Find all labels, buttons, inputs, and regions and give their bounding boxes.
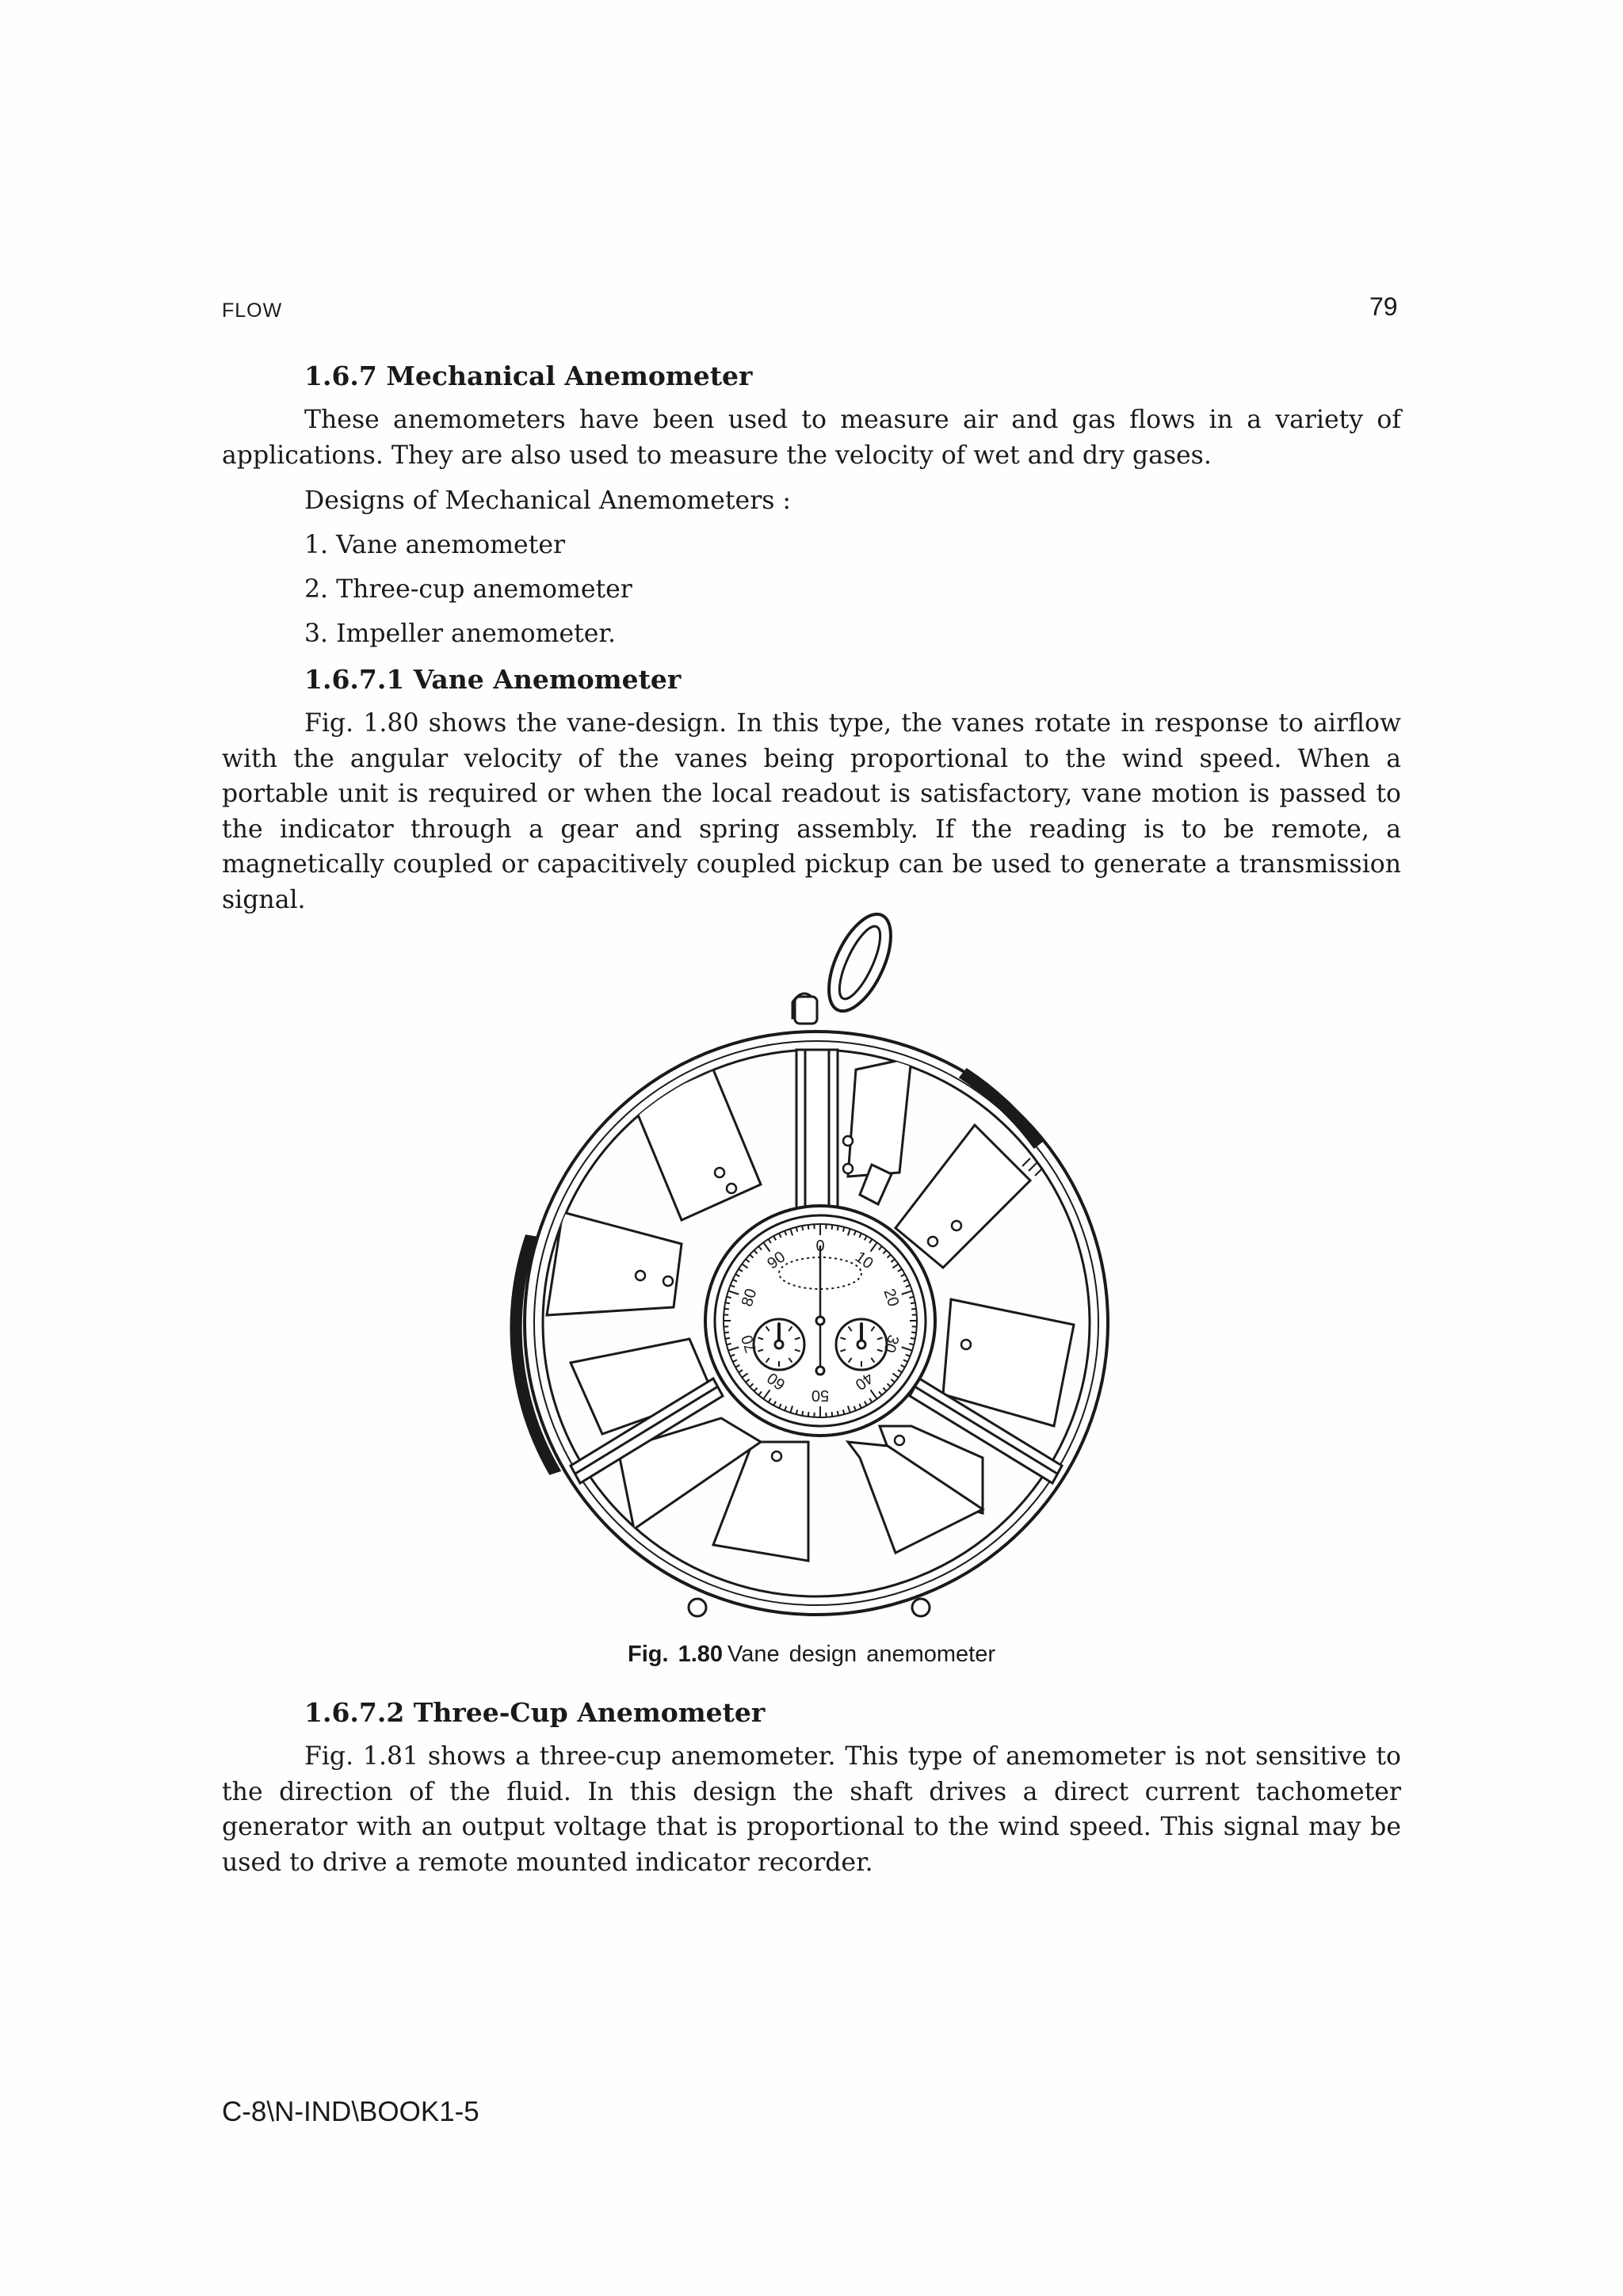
hanging-ring	[816, 906, 903, 1020]
dial-tick	[808, 1412, 809, 1417]
dial-number: 40	[851, 1368, 876, 1394]
subsection-heading-vane: 1.6.7.1 Vane Anemometer	[304, 664, 682, 695]
dial-tick	[725, 1338, 730, 1339]
vane-blade	[848, 1058, 911, 1177]
dial-tick	[832, 1225, 833, 1230]
dial-tick	[832, 1412, 833, 1417]
dial-number: 50	[811, 1386, 830, 1404]
intro-paragraph: These anemometers have been used to measure air and gas flows in a variety of applications. They are also used to measure the velocity of wet and dry gases.	[222, 406, 1401, 470]
page-number: 79	[1369, 292, 1398, 321]
vane-blade	[547, 1212, 682, 1315]
three-cup-paragraph: Fig. 1.81 shows a three-cup anemometer. This type of anemometer is not sensitive to the direction of the fluid. In this design the shaft drives a direct current tachometer generator with an output voltage that is proportional to the wind speed. This signal may be used to drive a remote mounted indicator recorder.	[222, 1742, 1401, 1877]
dial-tick	[911, 1309, 916, 1310]
figure-caption: Fig. 1.80 Vane design anemometer	[628, 1642, 995, 1667]
dial-number: 80	[738, 1286, 761, 1309]
vane-paragraph: Fig. 1.80 shows the vane-design. In this type, the vanes rotate in response to airflow with the angular velocity of the vanes being proportional to the wind speed. When a portable unit is required or when the local readout is satisfactory, vane motion is passed to the indicator through a gear and spring assembly. If the reading is to be remote, a magnetically coupled or capacitively coupled pickup can be used to generate a transmission signal.	[222, 709, 1401, 914]
vane-blade	[571, 1339, 713, 1434]
foot	[689, 1599, 706, 1616]
section-heading: 1.6.7 Mechanical Anemometer	[304, 360, 753, 391]
vane-blade	[896, 1125, 1030, 1268]
dial-number: 30	[880, 1333, 903, 1356]
list-item: 3. Impeller anemometer.	[304, 620, 617, 648]
dial-number: 60	[764, 1368, 789, 1394]
dial-number: 0	[815, 1238, 825, 1255]
list-item: 2. Three-cup anemometer	[304, 575, 632, 604]
dial-tick	[802, 1226, 803, 1230]
dial-tick	[724, 1309, 729, 1310]
dial-tick	[802, 1411, 803, 1416]
dial-tick	[911, 1302, 915, 1303]
foot	[912, 1599, 930, 1616]
dial-number: 90	[764, 1248, 789, 1273]
dial-number: 70	[738, 1333, 761, 1356]
subsection-heading-three-cup: 1.6.7.2 Three-Cup Anemometer	[304, 1697, 766, 1728]
designs-label: Designs of Mechanical Anemometers :	[304, 486, 792, 515]
dial-number: 20	[880, 1286, 903, 1309]
dial-tick	[725, 1302, 730, 1303]
dial-tick	[911, 1338, 915, 1339]
footer-code: C-8\N-IND\BOOK1-5	[222, 2096, 479, 2127]
list-item: 1. Vane anemometer	[304, 531, 566, 559]
running-head: FLOW	[222, 299, 283, 322]
dial-number: 10	[851, 1248, 876, 1273]
dial-tick	[808, 1225, 809, 1230]
